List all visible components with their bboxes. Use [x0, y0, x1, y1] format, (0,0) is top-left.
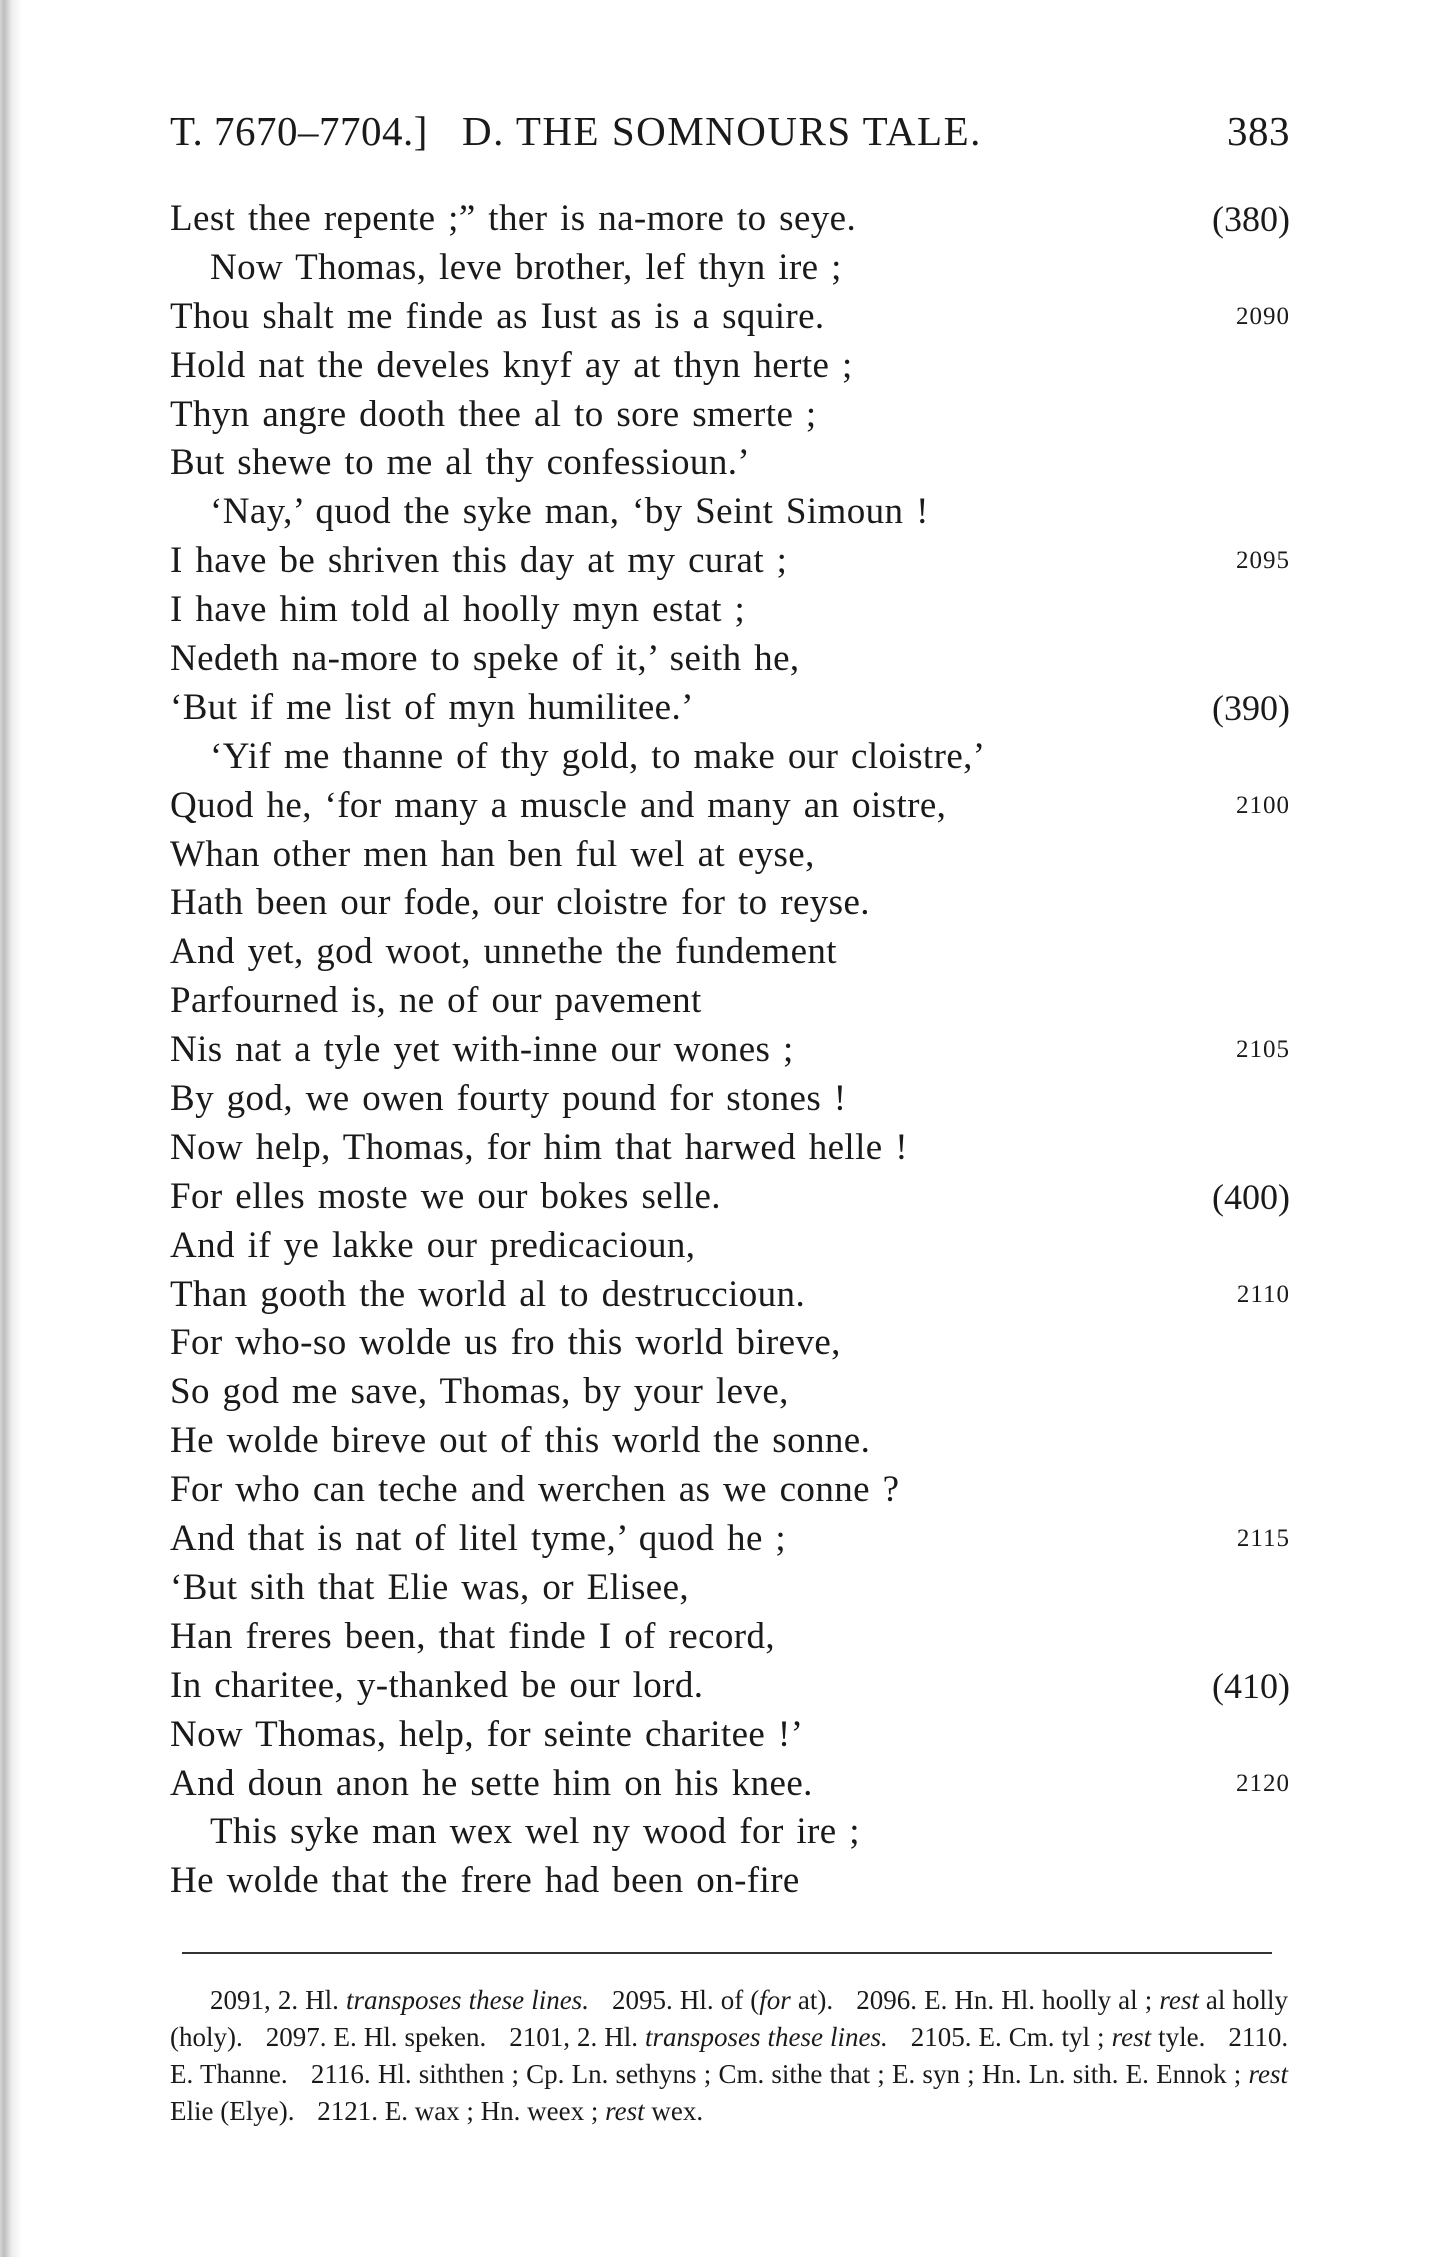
footnote [266, 2022, 486, 2052]
verse-text: And if ye lakke our predicacioun, [170, 1224, 696, 1266]
verse-text: ‘Yif me thanne of thy gold, to make our cloistre,’ [210, 735, 986, 777]
footnote-italic: rest [605, 2096, 645, 2127]
verse-line [170, 782, 1290, 831]
footnote-text: E. Thanne. [170, 2059, 288, 2090]
footnote-italic: rest [1248, 2059, 1289, 2090]
footnote-text: E. Cm. tyl ; [971, 2022, 1112, 2053]
footnote-ref: 2105. [910, 2022, 972, 2053]
verse-text: Now Thomas, leve brother, lef thyn ire ; [210, 246, 842, 288]
footnote [317, 2096, 703, 2126]
verse-line [170, 1711, 1290, 1760]
line-number: 2120 [1236, 1769, 1290, 1797]
verse-line [170, 1662, 1290, 1711]
verse-text: Parfourned is, ne of our pavement [170, 980, 702, 1022]
verse-line [170, 1173, 1290, 1222]
footnote [911, 2022, 1206, 2052]
verse-line [170, 733, 1290, 782]
verse-line [170, 928, 1290, 977]
verse-text: ‘Nay,’ quod the syke man, ‘by Seint Simoun ! [210, 491, 929, 533]
footnote-ref: 2110. [1228, 2022, 1289, 2053]
verse-line [170, 1564, 1290, 1613]
footnote [210, 1985, 589, 2015]
verse-text: Now help, Thomas, for him that harwed helle ! [170, 1126, 908, 1168]
footnote-text: Elie (Elye). [170, 2096, 295, 2127]
footnote-text: Hl. [597, 2022, 646, 2053]
verse-text: And that is nat of litel tyme,’ quod he ; [170, 1518, 787, 1560]
verse-text: For who-so wolde us fro this world bireve, [170, 1322, 841, 1364]
verse-line [170, 1515, 1290, 1564]
verse-line [170, 977, 1290, 1026]
verse-line [170, 684, 1290, 733]
footnote-text: E. wax ; Hn. weex ; [377, 2096, 606, 2127]
verse-text: Hath been our fode, our cloistre for to reyse. [170, 882, 870, 924]
footnote-text: Hl. [298, 1985, 347, 2016]
footnote-italic: transposes these lines. [346, 1985, 589, 2016]
verse-text: This syke man wex wel ny wood for ire ; [210, 1811, 860, 1853]
footnotes [170, 1982, 1288, 2130]
scan-edge [0, 0, 22, 2257]
footnote [509, 2022, 888, 2052]
verse-line [170, 586, 1290, 635]
verse-text: For elles moste we our bokes selle. [170, 1175, 721, 1217]
verse-text: Nedeth na-more to speke of it,’ seith he, [170, 638, 800, 680]
verse-line [170, 1026, 1290, 1075]
verse-block [170, 195, 1290, 1906]
verse-line [170, 1271, 1290, 1320]
verse-text: Lest thee repente ;” ther is na-more to seye. [170, 198, 857, 239]
footnote-ref: 2121. [317, 2096, 378, 2127]
verse-text: By god, we owen fourty pound for stones ! [170, 1078, 847, 1120]
footnote-italic: for [759, 1985, 791, 2016]
footnote-ref: 2091, 2. [210, 1985, 299, 2016]
footnote-text: E. Hl. speken. [326, 2022, 487, 2053]
verse-line [170, 488, 1290, 537]
footnote-text: E. Hn. Hl. hoolly al ; [916, 1985, 1160, 2016]
verse-text: Than gooth the world al to destruccioun. [170, 1273, 806, 1315]
verse-line [170, 1466, 1290, 1515]
verse-line [170, 1417, 1290, 1466]
footnote-text: tyle. [1151, 2022, 1206, 2053]
verse-line [170, 1368, 1290, 1417]
line-number: 2110 [1236, 1280, 1290, 1308]
line-number: (400) [1212, 1176, 1290, 1217]
verse-line [170, 293, 1290, 342]
footnote-ref: 2095. [612, 1985, 673, 2016]
verse-line [170, 1613, 1290, 1662]
footnote-text: Hl. of ( [672, 1985, 760, 2016]
verse-line [170, 537, 1290, 586]
verse-text: Now Thomas, help, for seinte charitee !’ [170, 1713, 804, 1755]
verse-text: Whan other men han ben ful wel at eyse, [170, 833, 815, 875]
line-range: T. 7670–7704.] [170, 108, 428, 154]
verse-text: Hold nat the develes knyf ay at thyn herte ; [170, 344, 853, 386]
footnote-text: Hl. siththen ; Cp. Ln. sethyns ; Cm. sithe that ; E. syn ; Hn. Ln. sith. E. Ennok ; [370, 2059, 1249, 2090]
line-number: 2100 [1236, 791, 1290, 819]
verse-text: Thyn angre dooth thee al to sore smerte ; [170, 393, 817, 435]
verse-line [170, 1124, 1290, 1173]
verse-text: And yet, god woot, unnethe the fundement [170, 931, 837, 973]
line-number: (390) [1212, 687, 1290, 728]
footnote-ref: 2096. [856, 1985, 917, 2016]
verse-line [170, 342, 1290, 391]
verse-line [170, 1222, 1290, 1271]
footnote-paragraph [170, 1982, 1288, 2130]
page-number: 383 [1227, 108, 1290, 154]
footnote [612, 1985, 833, 2015]
verse-text: In charitee, y-thanked be our lord. [170, 1664, 704, 1706]
verse-text: Thou shalt me finde as Iust as is a squire. [170, 295, 825, 337]
footnote-italic: transposes these lines. [645, 2022, 888, 2053]
line-number: 2115 [1236, 1525, 1290, 1553]
verse-line [170, 195, 1290, 244]
verse-text: He wolde bireve out of this world the sonne. [170, 1420, 871, 1462]
page-title: D. THE SOMNOURS TALE. [462, 108, 982, 154]
verse-line [170, 1857, 1290, 1906]
verse-text: And doun anon he sette him on his knee. [170, 1762, 813, 1804]
verse-line [170, 1319, 1290, 1368]
verse-text: ‘But sith that Elie was, or Elisee, [170, 1566, 690, 1608]
verse-line [170, 439, 1290, 488]
footnote-rule [182, 1952, 1272, 1954]
verse-text: ‘But if me list of myn humilitee.’ [170, 686, 694, 728]
verse-text: I have him told al hoolly myn estat ; [170, 589, 746, 631]
verse-line [170, 879, 1290, 928]
line-number: (410) [1212, 1665, 1290, 1706]
verse-line [170, 831, 1290, 880]
line-number: (380) [1212, 199, 1290, 239]
verse-line [170, 244, 1290, 293]
footnote-ref: 2116. [310, 2059, 371, 2090]
verse-line [170, 1075, 1290, 1124]
running-header [170, 95, 1290, 165]
footnote-text: wex. [644, 2096, 704, 2127]
book-page [170, 95, 1290, 2130]
verse-line [170, 1808, 1290, 1857]
verse-text: For who can teche and werchen as we conne ? [170, 1469, 900, 1511]
verse-text: I have be shriven this day at my curat ; [170, 540, 788, 582]
verse-text: But shewe to me al thy confessioun.’ [170, 442, 751, 484]
line-number: 2105 [1236, 1036, 1290, 1064]
verse-text: Nis nat a tyle yet with-inne our wones ; [170, 1029, 794, 1071]
verse-text: So god me save, Thomas, by your leve, [170, 1371, 789, 1413]
verse-text: He wolde that the frere had been on-fire [170, 1860, 800, 1902]
verse-text: Han freres been, that finde I of record, [170, 1615, 776, 1657]
line-number: 2095 [1236, 547, 1290, 575]
footnote-text: at). [790, 1985, 834, 2016]
footnote-ref: 2097. [265, 2022, 327, 2053]
footnote-text: al holly (holy). [170, 1985, 1289, 2053]
verse-line [170, 1760, 1290, 1809]
verse-line [170, 635, 1290, 684]
verse-line [170, 391, 1290, 440]
footnote-italic: rest [1159, 1985, 1199, 2016]
verse-text: Quod he, ‘for many a muscle and many an oistre, [170, 784, 947, 826]
line-number: 2090 [1236, 302, 1290, 330]
footnote-ref: 2101, 2. [509, 2022, 598, 2053]
footnote-italic: rest [1111, 2022, 1152, 2053]
